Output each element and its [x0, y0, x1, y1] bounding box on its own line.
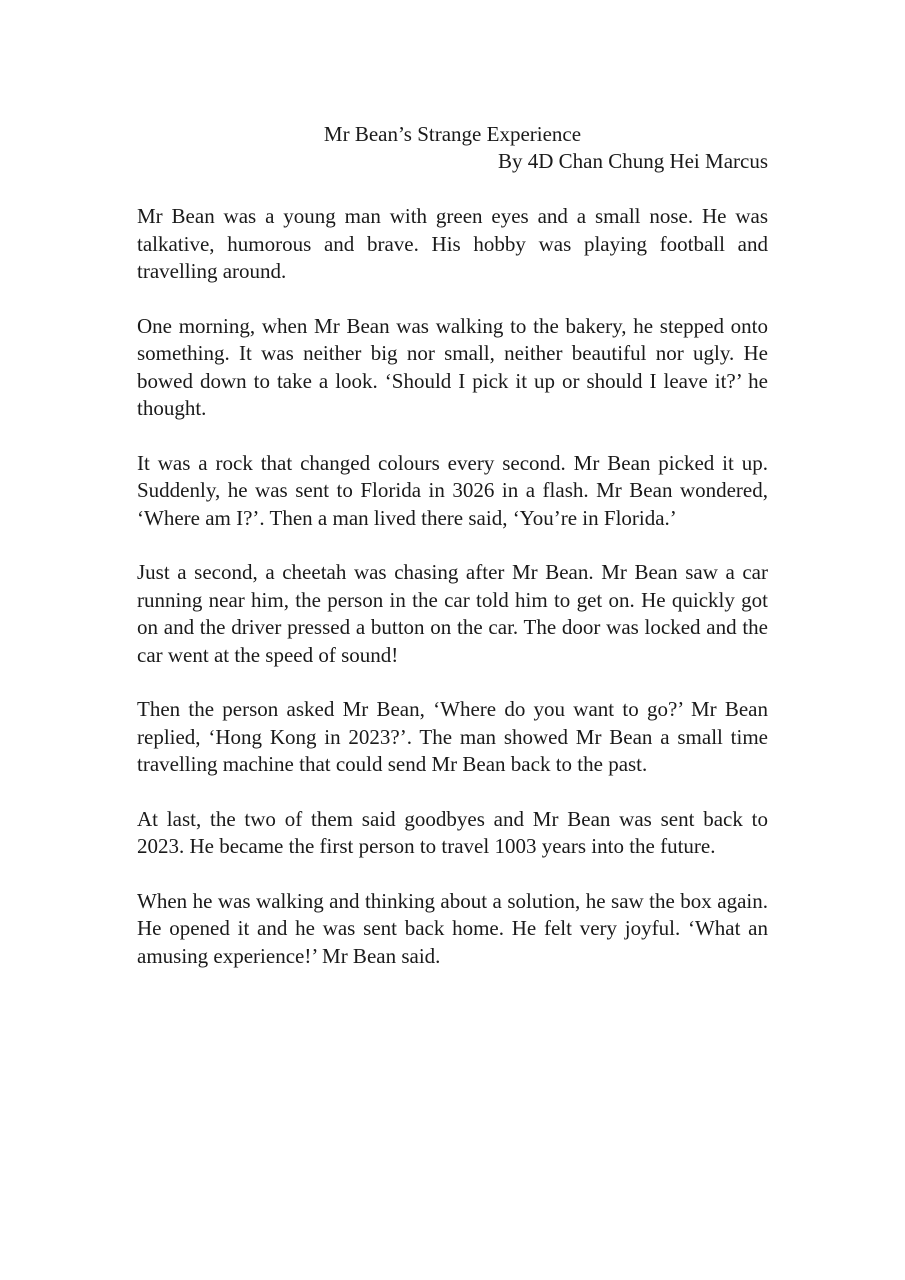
paragraph: Mr Bean was a young man with green eyes and a small nose. He was talkative, humorous and brave. His hobby was playing football and travelling around.	[137, 204, 768, 283]
paragraph: Just a second, a cheetah was chasing after Mr Bean. Mr Bean saw a car running near him, the person in the car told him to get on. He quickly got on and the driver pressed a button on the car. The door was locked and the car went at the speed of sound!	[137, 560, 768, 667]
document-title: Mr Bean’s Strange Experience	[323, 122, 582, 146]
paragraph: When he was walking and thinking about a solution, he saw the box again. He opened it and he was sent back home. He felt very joyful. ‘What an amusing experience!’ Mr Bean said.	[137, 888, 768, 968]
paragraph: It was a rock that changed colours every second. Mr Bean picked it up. Suddenly, he was sent to Florida in 3026 in a flash. Mr Bean wondered, ‘Where am I?’. Then a man lived there said, ‘You’re in Florida.’	[137, 450, 768, 530]
author-byline: By 4D Chan Chung Hei Marcus	[497, 149, 768, 173]
story-body	[137, 203, 768, 997]
paragraph: One morning, when Mr Bean was walking to the bakery, he stepped onto something. It was neither big nor small, neither beautiful nor ugly. He bowed down to take a look. ‘Should I pick it up or should I leave it?’ he thought.	[137, 313, 768, 420]
paragraph: At last, the two of them said goodbyes and Mr Bean was sent back to 2023. He became the first person to travel 1003 years into the future.	[137, 806, 768, 858]
paragraph: Then the person asked Mr Bean, ‘Where do you want to go?’ Mr Bean replied, ‘Hong Kong in 2023?’. The man showed Mr Bean a small time travelling machine that could send Mr Bean back to the past.	[137, 697, 768, 776]
